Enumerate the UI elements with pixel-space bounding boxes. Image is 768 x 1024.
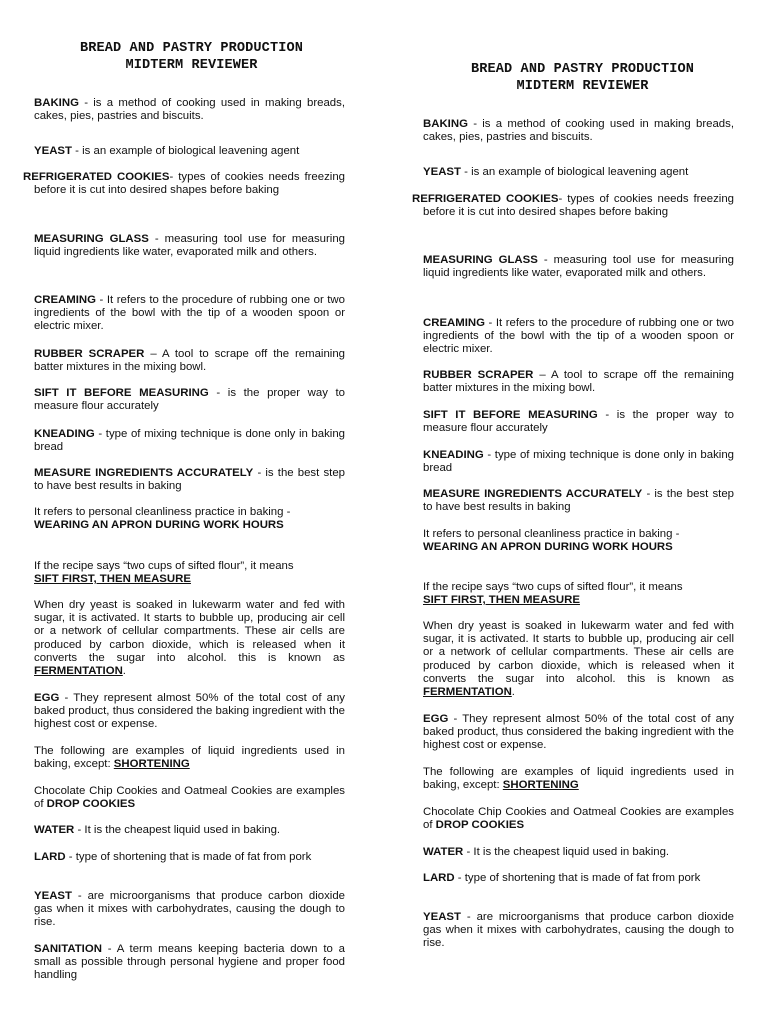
entry-egg: EGG - They represent almost 50% of the total cost of any baked product, thus considered the baking ingredient with the highest cost or expense. <box>423 713 734 752</box>
entry-measure-ingredients: MEASURE INGREDIENTS ACCURATELY - is the best step to have best results in baking <box>34 467 345 493</box>
entry-lard: LARD - type of shortening that is made of fat from pork <box>34 851 312 863</box>
entry-kneading: KNEADING - type of mixing technique is done only in baking bread <box>34 428 345 454</box>
entry-sift: SIFT IT BEFORE MEASURING - is the proper way to measure flour accurately <box>423 409 735 435</box>
entry-fermentation: When dry yeast is soaked in lukewarm water and fed with sugar, it is activated. It starts to bubble up, producing air cell or a network of cellular compartments. These air cells are produced by carbon dioxide, which is released when it converts the sugar into alcohol. this is known as FERMENTATION. <box>34 599 345 678</box>
entry-rubber-scraper: RUBBER SCRAPER – A tool to scrape off the remaining batter mixtures in the mixing bowl. <box>34 348 345 374</box>
entry-kneading: KNEADING - type of mixing technique is done only in baking bread <box>423 449 734 475</box>
entry-sift: SIFT IT BEFORE MEASURING - is the proper way to measure flour accurately <box>34 387 346 413</box>
right-column <box>412 61 735 950</box>
entry-fermentation: When dry yeast is soaked in lukewarm water and fed with sugar, it is activated. It starts to bubble up, producing air cell or a network of cellular compartments. These air cells are produced by carbon dioxide, which is released when it converts the sugar into alcohol. this is known as FERMENTATION. <box>423 620 734 699</box>
title-line-1: BREAD AND PASTRY PRODUCTION <box>471 62 694 77</box>
entry-yeast: YEAST - is an example of biological leavening agent <box>34 145 300 157</box>
entry-measuring-glass: MEASURING GLASS - measuring tool use for measuring liquid ingredients like water, evaporated milk and others. <box>34 233 346 259</box>
entry-sanitation: SANITATION - A term means keeping bacteria down to a small as possible through personal hygiene and proper food handling <box>34 943 345 982</box>
title-line-2: MIDTERM REVIEWER <box>125 58 258 73</box>
entry-drop-cookies: Chocolate Chip Cookies and Oatmeal Cookies are examples of DROP COOKIES <box>34 785 345 811</box>
entry-apron: It refers to personal cleanliness practice in baking - WEARING AN APRON DURING WORK HOURS <box>34 506 291 532</box>
entry-recipe: If the recipe says “two cups of sifted flour”, it means SIFT FIRST, THEN MEASURE <box>423 581 683 607</box>
entry-yeast-microorganisms: YEAST - are microorganisms that produce carbon dioxide gas when it mixes with carbohydrates, causing the dough to rise. <box>34 890 345 929</box>
entry-measuring-glass: MEASURING GLASS - measuring tool use for measuring liquid ingredients like water, evaporated milk and others. <box>423 254 735 280</box>
entry-water: WATER - It is the cheapest liquid used in baking. <box>34 824 281 836</box>
title-line-1: BREAD AND PASTRY PRODUCTION <box>80 41 303 56</box>
entry-water: WATER - It is the cheapest liquid used in baking. <box>423 846 670 858</box>
entry-apron: It refers to personal cleanliness practice in baking - WEARING AN APRON DURING WORK HOURS <box>423 528 680 554</box>
entry-yeast-microorganisms: YEAST - are microorganisms that produce carbon dioxide gas when it mixes with carbohydrates, causing the dough to rise. <box>423 911 734 950</box>
page-title-copy <box>415 61 750 95</box>
entry-rubber-scraper: RUBBER SCRAPER – A tool to scrape off the remaining batter mixtures in the mixing bowl. <box>423 369 734 395</box>
left-column <box>23 40 346 982</box>
entry-liquid-ingredients: The following are examples of liquid ingredients used in baking, except: SHORTENING <box>423 766 734 792</box>
entry-refrigerated-cookies: REFRIGERATED COOKIES- types of cookies needs freezing before it is cut into desired shapes before baking <box>23 171 345 197</box>
entry-yeast: YEAST - is an example of biological leavening agent <box>423 166 689 178</box>
entry-drop-cookies: Chocolate Chip Cookies and Oatmeal Cookies are examples of DROP COOKIES <box>423 806 734 832</box>
entry-recipe: If the recipe says “two cups of sifted flour”, it means SIFT FIRST, THEN MEASURE <box>34 560 294 586</box>
entry-measure-ingredients: MEASURE INGREDIENTS ACCURATELY - is the best step to have best results in baking <box>423 488 734 514</box>
entry-creaming: CREAMING - It refers to the procedure of rubbing one or two ingredients of the bowl with the tip of a wooden spoon or electric mixer. <box>34 294 345 333</box>
entry-creaming: CREAMING - It refers to the procedure of rubbing one or two ingredients of the bowl with the tip of a wooden spoon or electric mixer. <box>423 317 734 356</box>
entry-baking: BAKING - is a method of cooking used in making breads, cakes, pies, pastries and biscuits. <box>34 97 345 123</box>
entry-egg: EGG - They represent almost 50% of the total cost of any baked product, thus considered the baking ingredient with the highest cost or expense. <box>34 692 345 731</box>
entry-liquid-ingredients: The following are examples of liquid ingredients used in baking, except: SHORTENING <box>34 745 345 771</box>
page-title <box>20 40 363 74</box>
entry-lard: LARD - type of shortening that is made of fat from pork <box>423 872 701 884</box>
title-line-2: MIDTERM REVIEWER <box>516 79 649 94</box>
entry-baking: BAKING - is a method of cooking used in making breads, cakes, pies, pastries and biscuits. <box>423 118 734 144</box>
entry-refrigerated-cookies: REFRIGERATED COOKIES- types of cookies needs freezing before it is cut into desired shapes before baking <box>412 193 734 219</box>
